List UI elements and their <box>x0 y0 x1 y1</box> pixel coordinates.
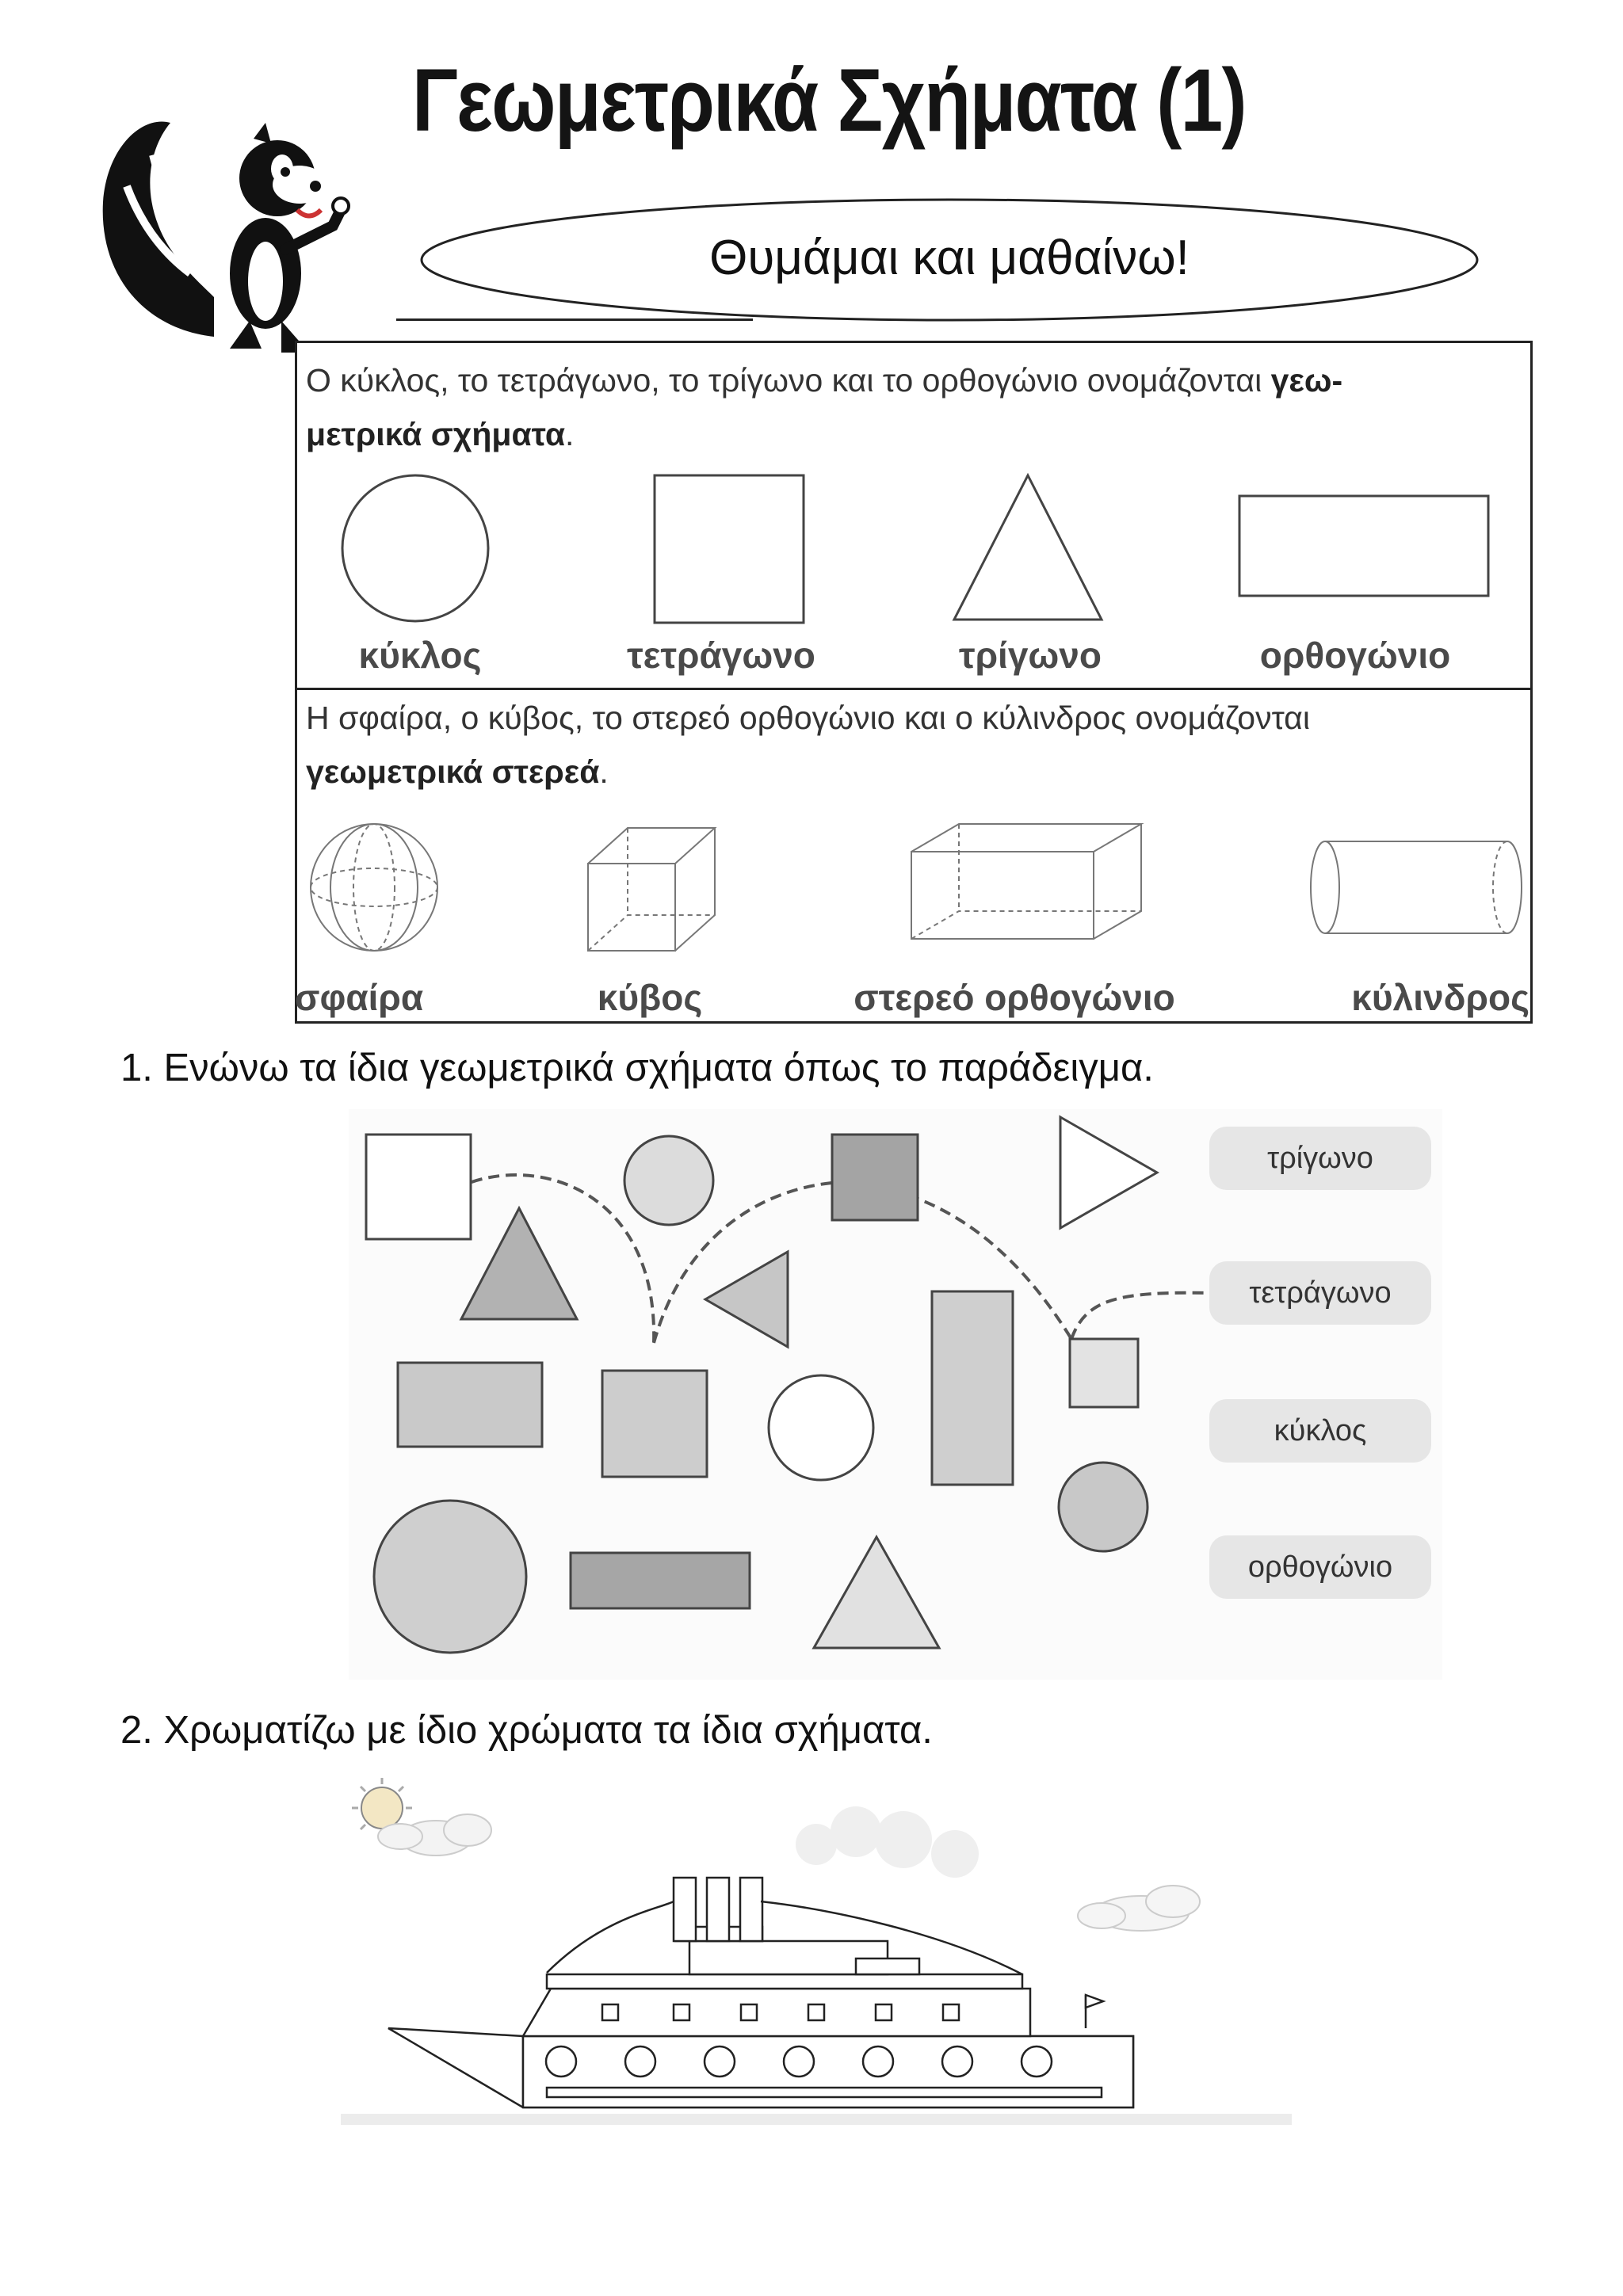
divider-line <box>396 318 753 321</box>
match-option-circle[interactable]: κύκλος <box>1209 1399 1431 1463</box>
match-option-square[interactable]: τετράγωνο <box>1209 1261 1431 1325</box>
rectangle-wide <box>398 1363 542 1447</box>
shape-label-rectangle: ορθογώνιο <box>1259 635 1451 676</box>
skunk-mascot-illustration <box>95 91 365 360</box>
cube-solid <box>588 828 715 951</box>
square-small-light <box>1070 1339 1138 1407</box>
ship-coloring-illustration <box>341 1775 1292 2203</box>
shapes-definition-bold-2: μετρικά σχήματα <box>306 416 566 452</box>
triangle-shape <box>954 475 1102 620</box>
solid-label-sphere: σφαίρα <box>295 977 424 1018</box>
rectangle-shape <box>1239 496 1488 596</box>
solid-label-cylinder: κύλινδρος <box>1351 977 1529 1018</box>
solids-definition-text <box>306 691 1530 799</box>
shapes-definition-text <box>306 353 1530 461</box>
solid-label-cuboid: στερεό ορθογώνιο <box>854 977 1175 1018</box>
square-shape <box>655 475 804 623</box>
sea-strip <box>341 2114 1292 2125</box>
exercise-2-instruction: 2. Χρωματίζω με ίδιο χρώματα τα ίδια σχήματα. <box>120 1709 933 1752</box>
cylinder-solid <box>1311 841 1522 933</box>
circle-shape <box>342 475 488 621</box>
square-white <box>366 1135 471 1239</box>
shape-label-circle: κύκλος <box>358 635 482 676</box>
info-box-divider <box>295 688 1533 690</box>
circle-small-mid <box>1059 1463 1148 1551</box>
match-option-rectangle[interactable]: ορθογώνιο <box>1209 1535 1431 1599</box>
rectangle-tall <box>932 1291 1013 1485</box>
shapes-definition-plain: Ο κύκλος, το τετράγωνο, το τρίγωνο και το ορθογώνιο ονομάζονται <box>306 362 1271 399</box>
sphere-solid <box>311 824 437 951</box>
rectangle-long-dark <box>571 1553 750 1608</box>
ship-drawing <box>388 1878 1133 2107</box>
circle-white <box>769 1375 873 1480</box>
shape-label-triangle: τρίγωνο <box>959 635 1102 676</box>
shape-label-square: τετράγωνο <box>627 635 815 676</box>
match-option-triangle[interactable]: τρίγωνο <box>1209 1127 1431 1190</box>
cuboid-solid <box>911 824 1141 939</box>
cloud-icon <box>1078 1886 1200 1931</box>
shapes-definition-end: . <box>565 416 575 452</box>
page-title: Γεωμετρικά Σχήματα (1) <box>412 51 1246 150</box>
solids-definition-end: . <box>599 753 609 790</box>
solids-definition-bold: γεωμετρικά στερεά <box>306 753 600 790</box>
smoke-clouds-icon <box>796 1806 979 1878</box>
solids-definition-plain: Η σφαίρα, ο κύβος, το στερεό ορθογώνιο και ο κύλινδρος ονομάζονται <box>306 700 1310 736</box>
solid-shapes-illustration <box>295 816 1533 974</box>
plane-shapes-illustration <box>295 467 1533 634</box>
square-dark <box>832 1135 918 1220</box>
circle-large <box>374 1501 526 1653</box>
circle-light <box>624 1136 713 1225</box>
shapes-definition-bold-1: γεω- <box>1270 362 1343 399</box>
solid-label-cube: κύβος <box>597 977 703 1018</box>
subtitle: Θυμάμαι και μαθαίνω! <box>709 231 1190 285</box>
exercise-1-instruction: 1. Ενώνω τα ίδια γεωμετρικά σχήματα όπως το παράδειγμα. <box>120 1047 1154 1089</box>
square-mid <box>602 1371 707 1477</box>
